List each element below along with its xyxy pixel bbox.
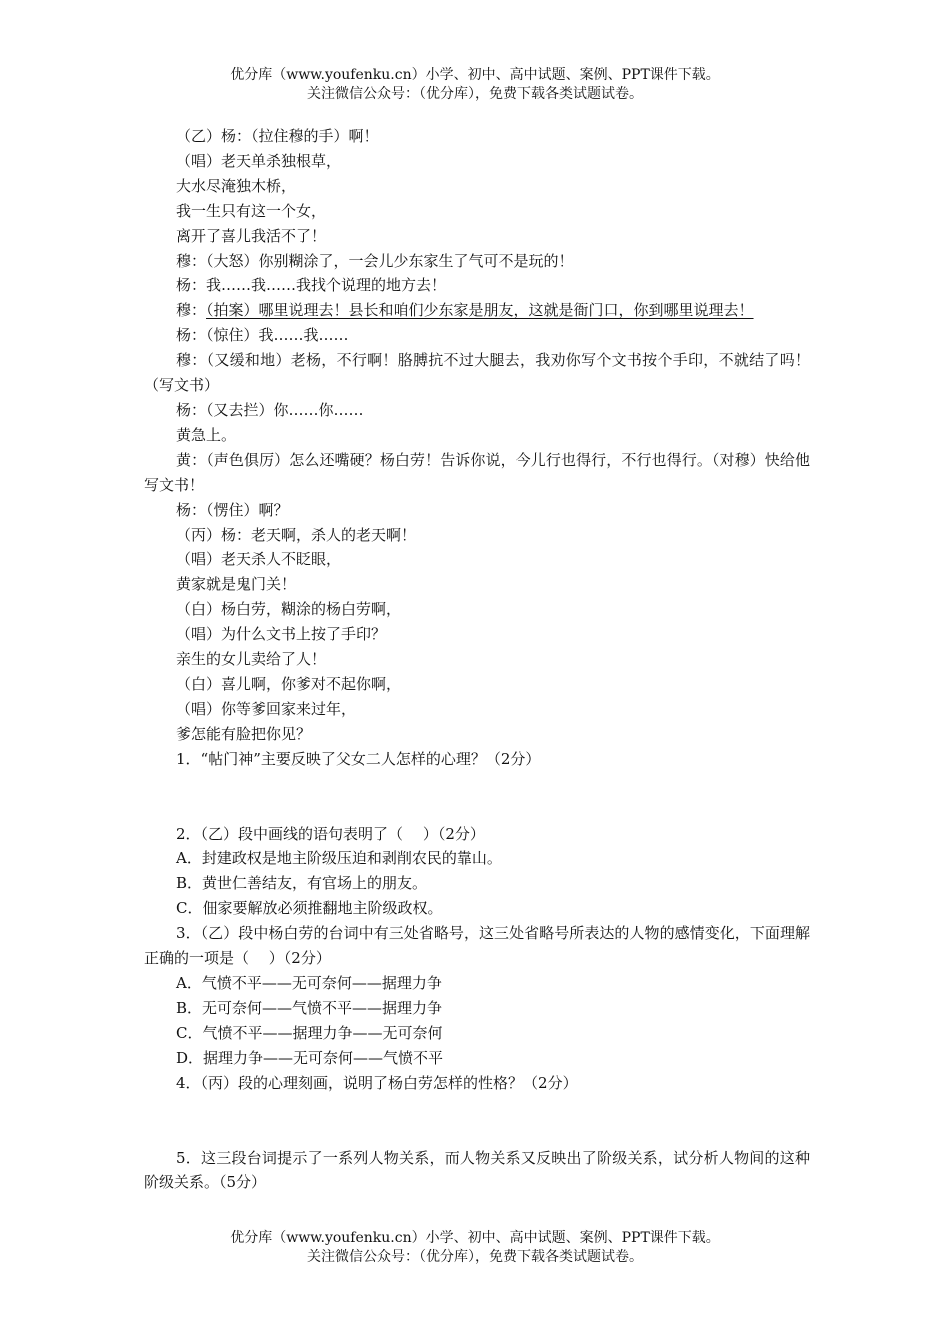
answer-space-4 [144,1096,810,1146]
question-2-option-c: C．佃家要解放必须推翻地主阶级政权。 [176,899,443,918]
answer-space-1 [144,772,810,822]
script-line: 我一生只有这一个女， [176,201,327,220]
question-3-stem: 3．（乙）段中杨白劳的台词中有三处省略号，这三处省略号所表达的人物的感情变化，下面理解正确的一项是（ ）（2分） [144,924,810,968]
header-line-2: 关注微信公众号：（优分库），免费下载各类试题试卷。 [307,86,643,102]
question-2-stem: 2．（乙）段中画线的语句表明了（ ）（2分） [176,824,485,843]
script-line: 大水尽淹独木桥， [176,176,297,195]
question-1: 1．“帖门神”主要反映了父女二人怎样的心理？（2分） [176,749,541,768]
script-line: 爹怎能有脸把你见？ [176,724,312,743]
script-line: 亲生的女儿卖给了人！ [176,650,327,669]
script-line: 黄急上。 [176,425,237,444]
question-3-option-d: D．据理力争——无可奈何——气愤不平 [176,1048,444,1067]
question-2-option-a: A．封建政权是地主阶级压迫和剥削农民的靠山。 [176,849,502,868]
underlined-sentence: （拍案）哪里说理去！县长和咱们少东家是朋友，这就是衙门口，你到哪里说理去！ [206,301,754,320]
script-line: 离开了喜儿我活不了！ [176,226,327,245]
header-line-1: 优分库（www.youfenku.cn）小学、初中、高中试题、案例、PPT课件下载。 [230,67,720,83]
question-3-option-b: B．无可奈何——气愤不平——据理力争 [176,998,443,1017]
question-3-option-c: C．气愤不平——据理力争——无可奈何 [176,1023,443,1042]
question-4: 4．（丙）段的心理刻画，说明了杨白劳怎样的性格？（2分） [176,1073,578,1092]
script-line: 黄：（声色俱厉）怎么还嘴硬？杨白劳！告诉你说，今儿行也得行，不行也得行。（对穆）快给他写文书！ [144,450,810,494]
page-header [0,66,950,104]
page-footer [0,1229,950,1267]
script-line: （白）喜儿啊，你爹对不起你啊， [176,674,402,693]
footer-line-2: 关注微信公众号：（优分库），免费下载各类试题试卷。 [307,1249,643,1265]
script-line: （唱）为什么文书上按了手印？ [176,625,387,644]
script-line: （唱）你等爹回家来过年， [176,699,357,718]
script-line: 杨：（又去拦）你……你…… [176,400,364,419]
script-line: （白）杨白劳，糊涂的杨白劳啊， [176,600,402,619]
document-body [144,124,810,1195]
footer-line-1: 优分库（www.youfenku.cn）小学、初中、高中试题、案例、PPT课件下载。 [230,1230,720,1246]
script-line: （丙）杨：老天啊，杀人的老天啊！ [176,525,417,544]
script-line: （唱）老天杀人不眨眼， [176,550,342,569]
script-line: （乙）杨：（拉住穆的手）啊！ [176,127,379,145]
script-line: 杨：我……我……我找个说理的地方去！ [176,276,447,295]
question-5: 5．这三段台词提示了一系列人物关系，而人物关系又反映出了阶级关系，试分析人物间的这种阶级关系。（5分） [144,1148,810,1192]
script-line: 黄家就是鬼门关！ [176,575,297,594]
underlined-speaker: 穆： [176,301,207,320]
script-line: 穆：（大怒）你别糊涂了，一会儿少东家生了气可不是玩的！ [176,251,574,270]
script-line: 杨：（愣住）啊？ [176,500,289,519]
script-line: 杨：（惊住）我……我…… [176,326,349,345]
script-line: 穆：（又缓和地）老杨，不行啊！胳膊抗不过大腿去，我劝你写个文书按个手印，不就结了吗！（写文书） [144,351,810,395]
underlined-line [144,298,810,323]
script-line: （唱）老天单杀独根草， [176,151,342,170]
question-3-option-a: A．气愤不平——无可奈何——据理力争 [176,974,442,992]
question-2-option-b: B．黄世仁善结友，有官场上的朋友。 [176,874,428,893]
